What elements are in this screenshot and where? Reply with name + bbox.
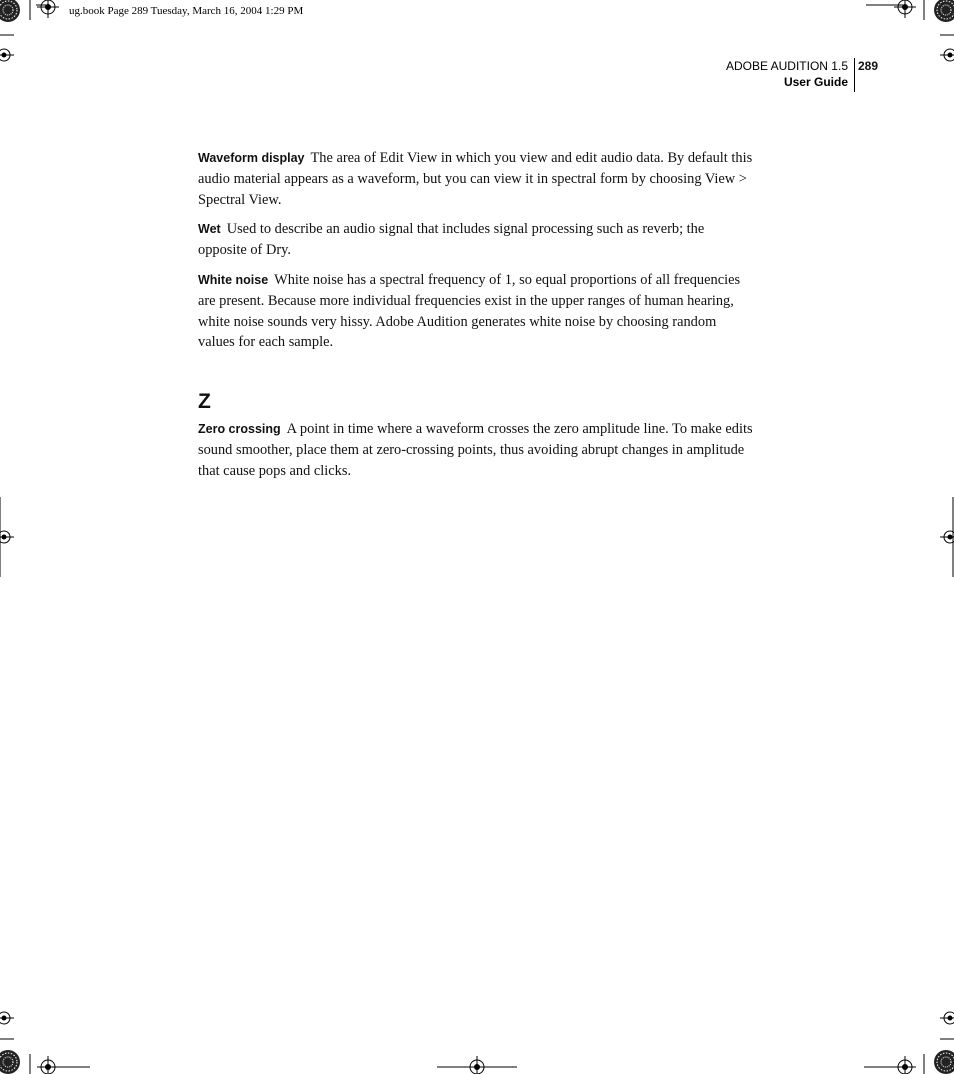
glossary-entry <box>198 270 756 353</box>
page-number: 289 <box>858 59 879 73</box>
glossary-entry <box>198 419 756 481</box>
print-slug: ug.book Page 289 Tuesday, March 16, 2004 1:29 PM <box>69 5 304 17</box>
glossary-entry <box>198 219 756 261</box>
glossary-entry <box>198 148 756 210</box>
header-divider <box>854 58 855 92</box>
running-header <box>726 58 848 90</box>
glossary-definition: A point in time where a waveform crosses the zero amplitude line. To make edits sound smoother, place them at zero-crossing points, thus avoiding abrupt changes in amplitude that cause pops and clicks. <box>198 421 753 479</box>
glossary-term: Waveform display <box>198 151 305 165</box>
header-guide: User Guide <box>783 75 848 89</box>
glossary-term: White noise <box>198 272 269 287</box>
header-product: ADOBE AUDITION 1.5 <box>725 59 848 73</box>
glossary-term: Wet <box>198 222 221 237</box>
glossary-definition: The area of Edit View in which you view and edit audio data. By default this audio material appears as a waveform, but you can view it in spectral form by choosing View > Spectral View. <box>198 150 753 208</box>
glossary-body <box>198 148 756 491</box>
glossary-definition: White noise has a spectral frequency of 1, so equal proportions of all frequencies are present. Because more individual frequencies exist in the upper ranges of human hearing, white noise sounds very hissy. Adobe Audition generates white noise by choosing random values for each sample. <box>198 271 741 351</box>
glossary-term: Zero crossing <box>198 422 281 437</box>
section-letter: Z <box>198 390 211 414</box>
glossary-definition: Used to describe an audio signal that includes signal processing such as reverb; the opposite of Dry. <box>198 221 705 259</box>
